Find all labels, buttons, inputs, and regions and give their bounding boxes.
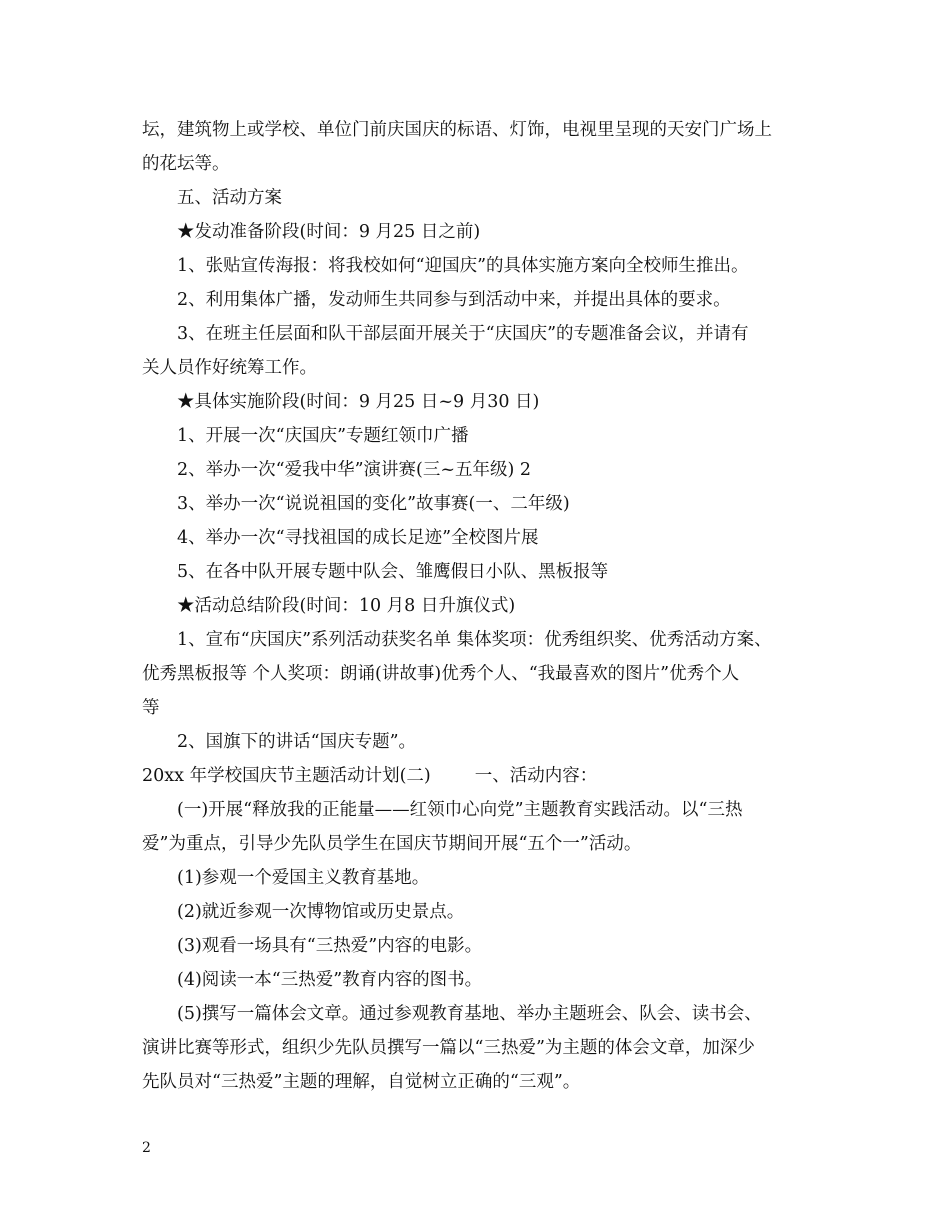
paragraph-line: (5)撰写一篇体会文章。通过参观教育基地、举办主题班会、队会、读书会、 bbox=[177, 1004, 762, 1024]
paragraph-line: (1)参观一个爱国主义教育基地。 bbox=[177, 868, 430, 888]
paragraph-line: 五、活动方案 bbox=[177, 188, 282, 208]
paragraph-line: 演讲比赛等形式，组织少先队员撰写一篇以“三热爱”为主题的体会文章，加深少 bbox=[142, 1038, 755, 1058]
paragraph-line: 的花坛等。 bbox=[142, 154, 230, 174]
paragraph-line: (一)开展“释放我的正能量——红领巾心向党”主题教育实践活动。以“三热 bbox=[177, 800, 743, 820]
body-lines-part-1 bbox=[142, 113, 822, 759]
document-body bbox=[142, 113, 822, 1099]
paragraph-line: 优秀黑板报等 个人奖项：朗诵(讲故事)优秀个人、“我最喜欢的图片”优秀个人 bbox=[142, 664, 740, 684]
paragraph-line: 先队员对“三热爱”主题的理解，自觉树立正确的“三观”。 bbox=[142, 1072, 581, 1092]
paragraph-line: 1、开展一次“庆国庆”专题红领巾广播 bbox=[177, 426, 469, 446]
section-title-line bbox=[142, 759, 822, 793]
paragraph-line: 2、国旗下的讲话“国庆专题”。 bbox=[177, 732, 417, 752]
paragraph-line: ★发动准备阶段(时间：9 月25 日之前) bbox=[177, 222, 481, 242]
section-first-item: 一、活动内容： bbox=[474, 766, 598, 786]
paragraph-line: 3、在班主任层面和队干部层面开展关于“庆国庆”的专题准备会议，并请有 bbox=[177, 324, 749, 344]
paragraph-line: 1、张贴宣传海报：将我校如何“迎国庆”的具体实施方案向全校师生推出。 bbox=[177, 256, 749, 276]
paragraph-line: 4、举办一次“寻找祖国的成长足迹”全校图片展 bbox=[177, 528, 539, 548]
paragraph-line: ★活动总结阶段(时间：10 月8 日升旗仪式) bbox=[177, 596, 516, 616]
paragraph-line: (2)就近参观一次博物馆或历史景点。 bbox=[177, 902, 465, 922]
paragraph-line: ★具体实施阶段(时间：9 月25 日~9 月30 日) bbox=[177, 392, 540, 412]
page-number: 2 bbox=[142, 1140, 151, 1156]
paragraph-line: 2、举办一次“爱我中华”演讲赛(三~五年级) 2 bbox=[177, 460, 532, 480]
paragraph-line: 爱”为重点，引导少先队员学生在国庆节期间开展“五个一”活动。 bbox=[142, 834, 642, 854]
paragraph-line: 关人员作好统筹工作。 bbox=[142, 358, 317, 378]
body-lines-part-2 bbox=[142, 793, 822, 1099]
paragraph-line: 3、举办一次“说说祖国的变化”故事赛(一、二年级) bbox=[177, 494, 570, 514]
paragraph-line: 2、利用集体广播，发动师生共同参与到活动中来，并提出具体的要求。 bbox=[177, 290, 731, 310]
paragraph-line: (4)阅读一本“三热爱”教育内容的图书。 bbox=[177, 970, 483, 990]
paragraph-line: 等 bbox=[142, 698, 160, 718]
paragraph-line: 5、在各中队开展专题中队会、雏鹰假日小队、黑板报等 bbox=[177, 562, 609, 582]
section-title: 20xx 年学校国庆节主题活动计划(二) bbox=[142, 766, 431, 786]
paragraph-line: 坛，建筑物上或学校、单位门前庆国庆的标语、灯饰，电视里呈现的天安门广场上 bbox=[142, 120, 772, 140]
paragraph-line: (3)观看一场具有“三热爱”内容的电影。 bbox=[177, 936, 483, 956]
paragraph-line: 1、宣布“庆国庆”系列活动获奖名单 集体奖项：优秀组织奖、优秀活动方案、 bbox=[177, 630, 772, 650]
